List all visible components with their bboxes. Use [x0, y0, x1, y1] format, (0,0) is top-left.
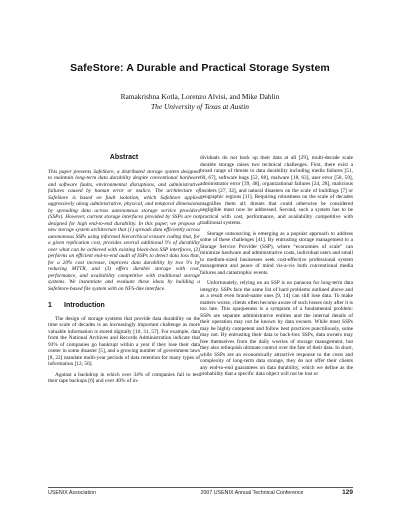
section-number: 1	[48, 302, 52, 309]
paper-title: SafeStore: A Durable and Practical Storage System	[70, 62, 330, 74]
intro-paragraph-1: The design of storage systems that provide data durability on the time scale of decades is an increasingly important challenge as more valuable information is stored digitally [10, 31, 57]. For example, data from the National Archives and Records Administration indicate that 93% of companies go bankrupt within a year if they lose their data center in some disaster [5], and a growing number of government laws [8, 22] mandate multi-year periods of data retention for many types of information [12, 50].	[48, 315, 200, 367]
footer-divider	[48, 487, 353, 488]
left-column	[48, 155, 200, 385]
section-title: Introduction	[64, 302, 105, 309]
right-paragraph-2: Storage outsourcing is emerging as a popular approach to address some of these challenges [41]. By entrusting storage management to a Storage Service Provider (SSP), where “economies of scale” can minimize hardware and administrative costs, individual users and small to medium-sized businesses seek cost-effective professional system management and peace of mind vis-a-vis both conventional media failures and catastrophic events.	[200, 230, 354, 276]
footer-venue: USENIX Association	[48, 490, 96, 496]
introduction-heading	[48, 303, 200, 310]
footer-conference: 2007 USENIX Annual Technical Conference	[200, 490, 304, 496]
paper-affiliation: The University of Texas at Austin	[151, 102, 249, 111]
right-column	[200, 155, 353, 378]
right-paragraph-1: dividuals do not back up their data at all [29], multi-decade scale durable storage raises two technical challenges. First, there exist a broad range of threats to data durability including media failures [51, 60, 67], software bugs [52, 68], malware [18, 63], user error [50, 59], administrator error [39, 48], organizational failures [24, 28], malicious insiders [27, 32], and natural disasters on the scale of buildings [7] or geographic regions [11]. Requiring robustness on the scale of decades magnifies them all: threats that could otherwise be considered negligible must now be addressed. Second, such a system has to be practical with cost, performance, and availability competitive with traditional systems.	[200, 155, 353, 226]
paper-authors: Ramakrishna Kotla, Lorenzo Alvisi, and Mike Dahlin	[120, 92, 280, 101]
page-number: 129	[342, 489, 353, 496]
intro-paragraph-2: Against a backdrop in which over 34% of companies fail to test their tape backups [6] and over 40% of in-	[48, 371, 200, 384]
right-paragraph-3: Unfortunately, relying on an SSP is no panacea for long-term data integrity. SSPs face the same list of hard problems outlined above and as a result even brand-name ones [9, 14] can still lose data. To make matters worse, clients often become aware of such losses only after it is too late. This opaqueness is a symptom of a fundamental problem: SSPs are separate administrative entities and the internal details of their operation may not be known by data owners. While most SSPs may be highly competent and follow best practices punctiliously, some may not. By entrusting their data to back-box SSPs, data owners may free themselves from the daily worries of storage management, but they also relinquish ultimate control over the fate of their data. In short, while SSPs are an economically attractive response to the costs and complexity of long-term data storage, they do not offer their clients any end-to-end guarantees on data durability, which we define as the probability that a specific data object will not be lost or	[200, 280, 353, 377]
abstract-text: This paper presents SafeStore, a distributed storage system designed to maintain long-term data durability despite conventional hardware and software faults, environmental disruptions, and administrative failures caused by human error or malice. The architecture of SafeStore is based on fault isolation, which SafeStore applies aggressively along administrative, physical, and temporal dimensions by spreading data across autonomous storage service providers (SSPs). However, current storage interfaces provided by SSPs are not designed for high end-to-end durability. In this paper, we propose a new storage system architecture that (1) spreads data efficiently across autonomous SSPs using informed hierarchical erasure coding that, for a given replication cost, provides several additional 9's of durability over what can be achieved with existing black-box SSP interfaces, (2) performs an efficient end-to-end audit of SSPs to detect data loss that, for a 20% cost increase, improves data durability by two 9's by reducing MTTR, and (3) offers durable storage with cost, performance, and availability competitive with traditional storage systems. We instantiate and evaluate these ideas by building a SafeStore-based file system with an NFS-like interface.	[48, 168, 200, 292]
abstract-heading: Abstract	[109, 154, 139, 161]
